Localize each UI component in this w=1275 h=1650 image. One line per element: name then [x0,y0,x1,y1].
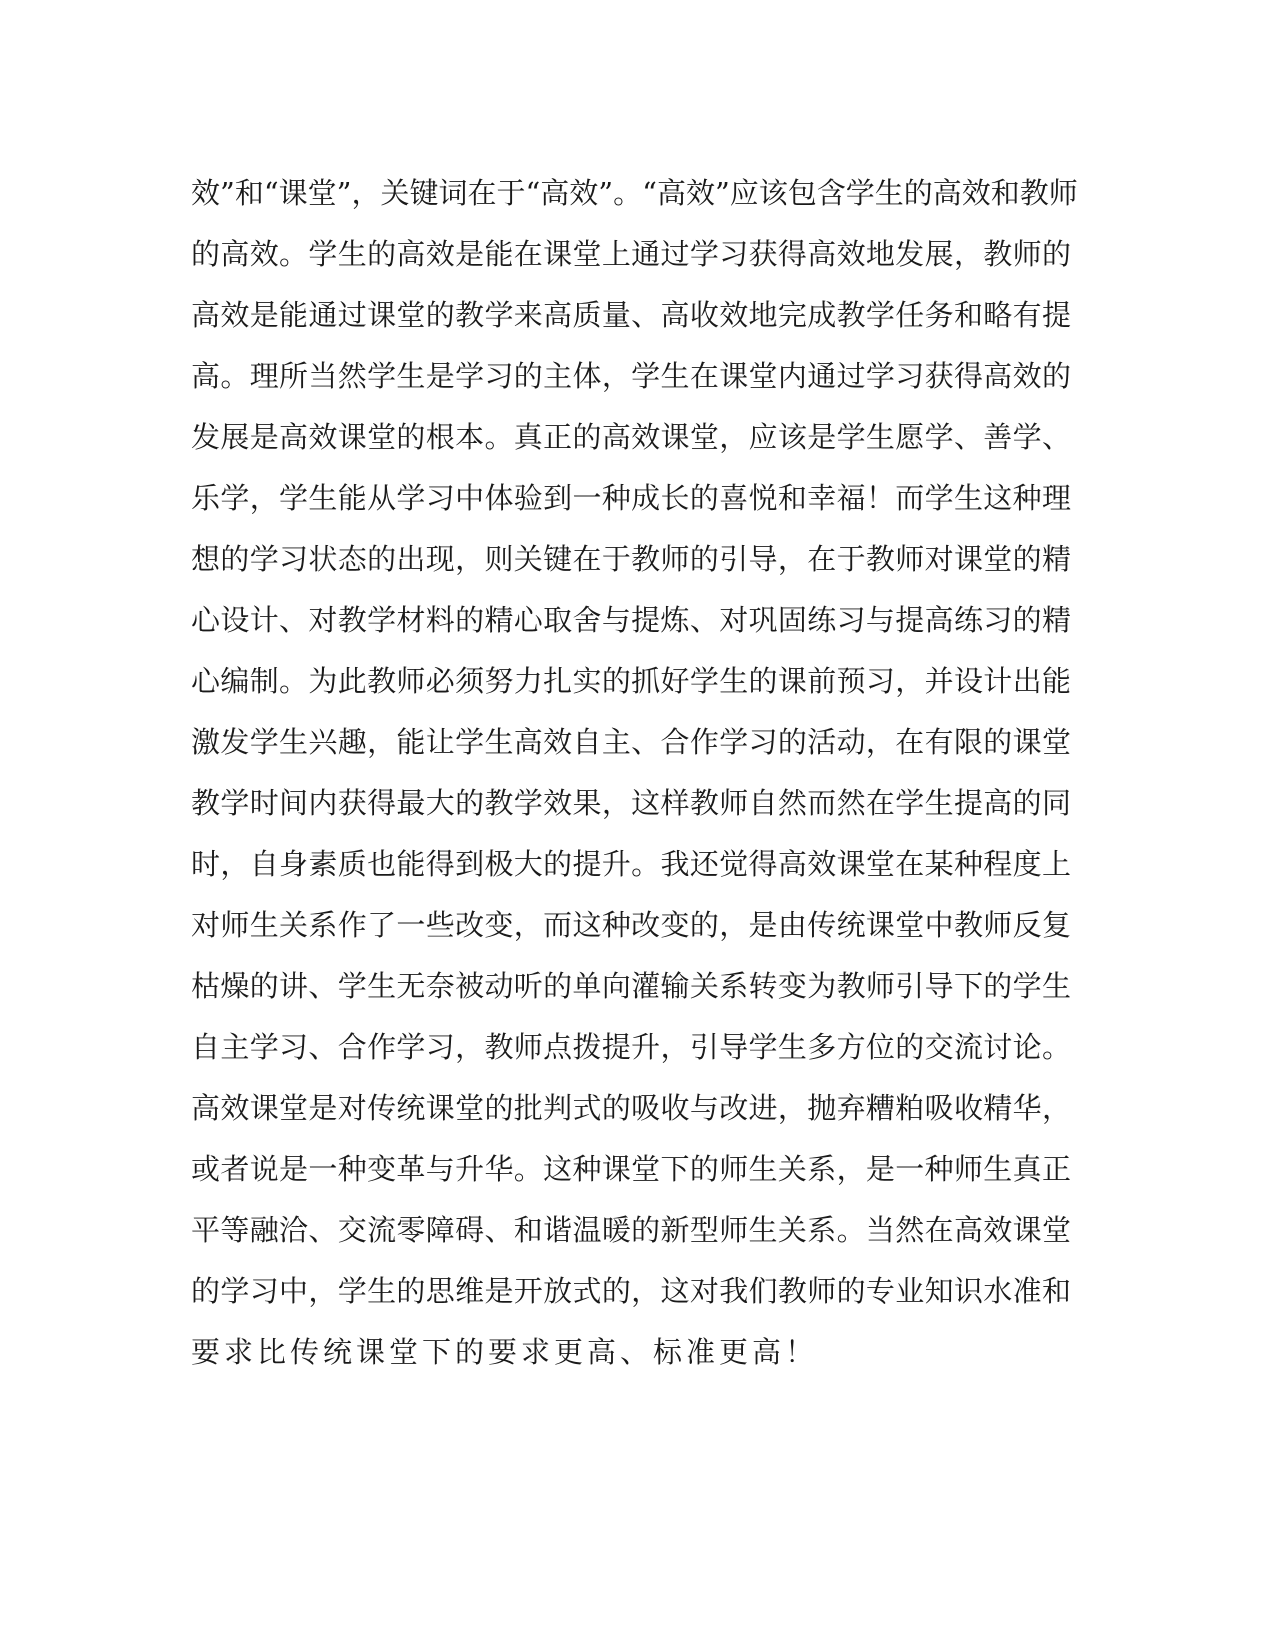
text-line: 乐学，学生能从学习中体验到一种成长的喜悦和幸福！而学生这种理 [191,481,1071,515]
text-line: 激发学生兴趣，能让学生高效自主、合作学习的活动，在有限的课堂 [191,725,1071,759]
text-line: 想的学习状态的出现，则关键在于教师的引导，在于教师对课堂的精 [191,542,1071,576]
text-line: 或者说是一种变革与升华。这种课堂下的师生关系，是一种师生真正 [191,1152,1071,1186]
text-line: 高效课堂是对传统课堂的批判式的吸收与改进，抛弃糟粕吸收精华， [191,1091,1071,1125]
text-line: 教学时间内获得最大的教学效果，这样教师自然而然在学生提高的同 [191,786,1071,820]
text-line: 心编制。为此教师必须努力扎实的抓好学生的课前预习，并设计出能 [191,664,1071,698]
body-paragraph [191,163,1078,1383]
text-line: 要求比传统课堂下的要求更高、标准更高！ [191,1335,819,1369]
text-line: 枯燥的讲、学生无奈被动听的单向灌输关系转变为教师引导下的学生 [191,969,1071,1003]
text-line: 发展是高效课堂的根本。真正的高效课堂，应该是学生愿学、善学、 [191,420,1071,454]
text-line: 高。理所当然学生是学习的主体，学生在课堂内通过学习获得高效的 [191,359,1071,393]
text-line: 高效是能通过课堂的教学来高质量、高收效地完成教学任务和略有提 [191,298,1071,332]
text-line: 心设计、对教学材料的精心取舍与提炼、对巩固练习与提高练习的精 [191,603,1071,637]
text-line: 效”和“课堂”，关键词在于“高效”。“高效”应该包含学生的高效和教师 [191,176,1078,210]
text-line: 的高效。学生的高效是能在课堂上通过学习获得高效地发展，教师的 [191,237,1071,271]
text-line: 对师生关系作了一些改变，而这种改变的，是由传统课堂中教师反复 [191,908,1071,942]
text-line: 的学习中，学生的思维是开放式的，这对我们教师的专业知识水准和 [191,1274,1071,1308]
text-line: 自主学习、合作学习，教师点拨提升，引导学生多方位的交流讨论。 [191,1030,1071,1064]
text-line: 平等融洽、交流零障碍、和谐温暖的新型师生关系。当然在高效课堂 [191,1213,1071,1247]
text-line: 时，自身素质也能得到极大的提升。我还觉得高效课堂在某种程度上 [191,847,1071,881]
